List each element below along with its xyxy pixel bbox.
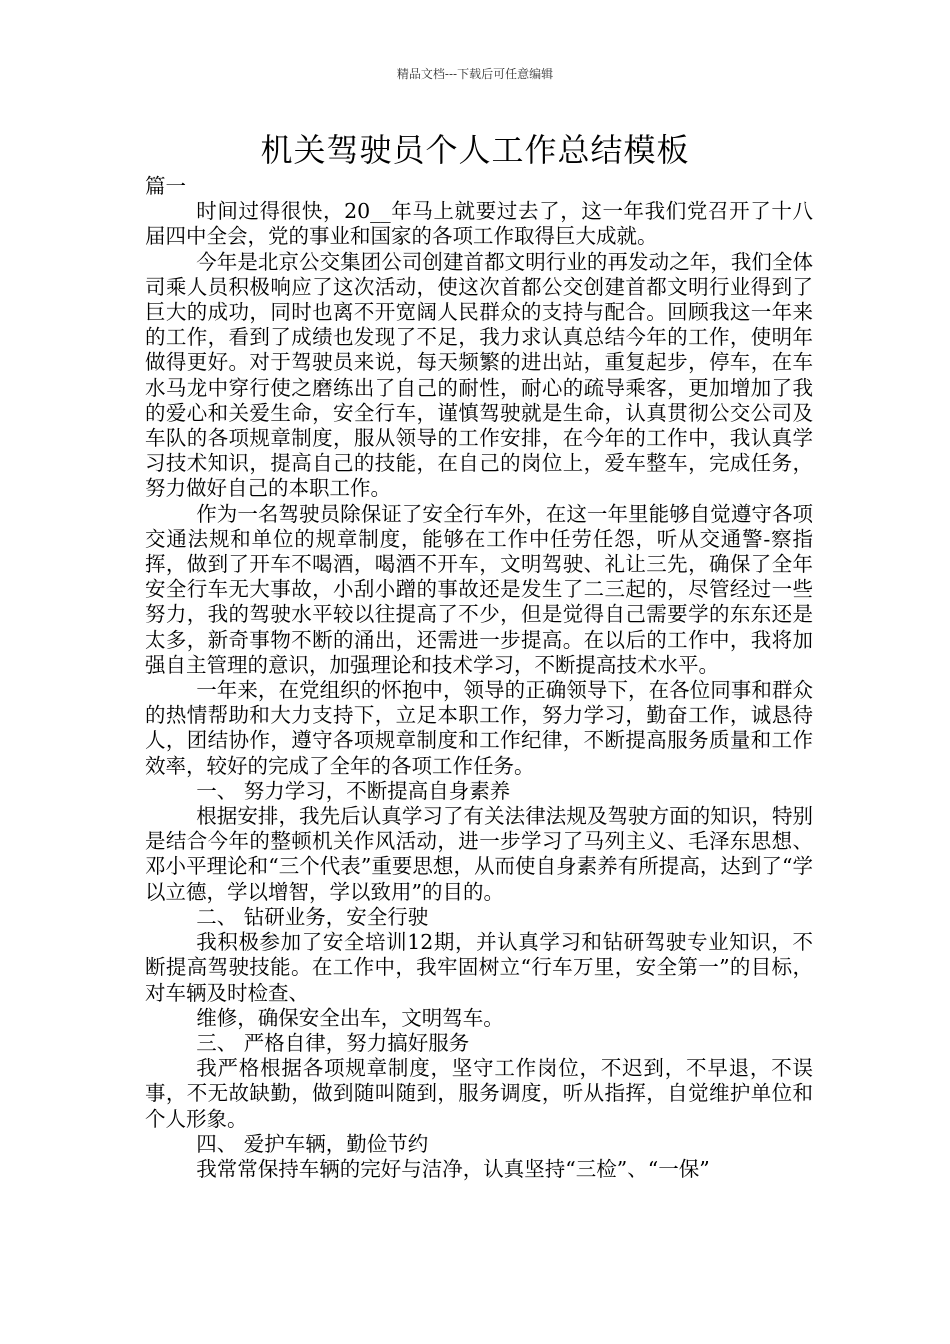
paragraph-discipline: 我严格根据各项规章制度，坚守工作岗位，不迟到，不早退，不误事，不无故缺勤，做到随叫随到，服务调度，听从指挥，自觉维护单位和个人形象。 [145,1056,813,1131]
paragraph-driving: 我积极参加了安全培训12期，并认真学习和钻研驾驶专业知识，不断提高驾驶技能。在工作中，我牢固树立“行车万里，安全第一”的目标，对车辆及时检查、 [145,930,813,1005]
section-heading-study: 一、 努力学习，不断提高自身素养 [196,778,511,803]
paragraph-vehicle: 我常常保持车辆的完好与洁净，认真坚持“三检”、“一保” [196,1156,710,1181]
section-label: 篇一 [145,174,186,198]
section-heading-vehicle: 四、 爱护车辆，勤俭节约 [196,1131,429,1156]
section-heading-driving: 二、 钻研业务，安全行驶 [196,904,429,929]
paragraph-review: 今年是北京公交集团公司创建首都文明行业的再发动之年，我们全体司乘人员积极响应了这次活动，使这次首都公交创建首都文明行业得到了巨大的成功，同时也离不开宽阔人民群众的支持与配合。回顾我这一年来的工作，看到了成绩也发现了不足，我力求认真总结今年的工作，使明年做得更好。对于驾驶员来说，每天频繁的进出站，重复起步，停车，在车水马龙中穿行使之磨练出了自己的耐性，耐心的疏导乘客，更加增加了我的爱心和关爱生命，安全行车，谨慎驾驶就是生命，认真贯彻公交公司及车队的各项规章制度，服从领导的工作安排，在今年的工作中，我认真学习技术知识，提高自己的技能，在自己的岗位上，爱车整车，完成任务，努力做好自己的本职工作。 [145,249,813,501]
paragraph-summary: 一年来，在党组织的怀抱中，领导的正确领导下，在各位同事和群众的热情帮助和大力支持下，立足本职工作，努力学习，勤奋工作，诚恳待人，团结协作，遵守各项规章制度和工作纪律，不断提高服务质量和工作效率，较好的完成了全年的各项工作任务。 [145,678,813,778]
paragraph-study: 根据安排，我先后认真学习了有关法律法规及驾驶方面的知识，特别是结合今年的整顿机关作风活动，进一步学习了马列主义、毛泽东思想、邓小平理论和“三个代表”重要思想，从而使自身素养有所提高，达到了“学以立德，学以增智，学以致用”的目的。 [145,804,813,904]
paragraph-driving-cont: 维修，确保安全出车，文明驾车。 [196,1005,504,1030]
paragraph-safety: 作为一名驾驶员除保证了安全行车外，在这一年里能够自觉遵守各项交通法规和单位的规章制度，能够在工作中任劳任怨，听从交通警-察指挥，做到了开车不喝酒，喝酒不开车，文明驾驶、礼让三先，确保了全年安全行车无大事故，小刮小蹭的事故还是发生了二三起的，尽管经过一些努力，我的驾驶水平较以往提高了不少，但是觉得自己需要学的东东还是太多，新奇事物不断的涌出，还需进一步提高。在以后的工作中，我将加强自主管理的意识，加强理论和技术学习，不断提高技术水平。 [145,501,813,677]
document-title: 机关驾驶员个人工作总结模板 [260,131,690,169]
document-body [145,174,813,1182]
section-heading-discipline: 三、 严格自律，努力搞好服务 [196,1030,470,1055]
page-header-note: 精品文档---下载后可任意编辑 [396,67,554,81]
paragraph-intro: 时间过得很快，20__年马上就要过去了，这一年我们党召开了十八届四中全会，党的事业和国家的各项工作取得巨大成就。 [145,199,813,249]
